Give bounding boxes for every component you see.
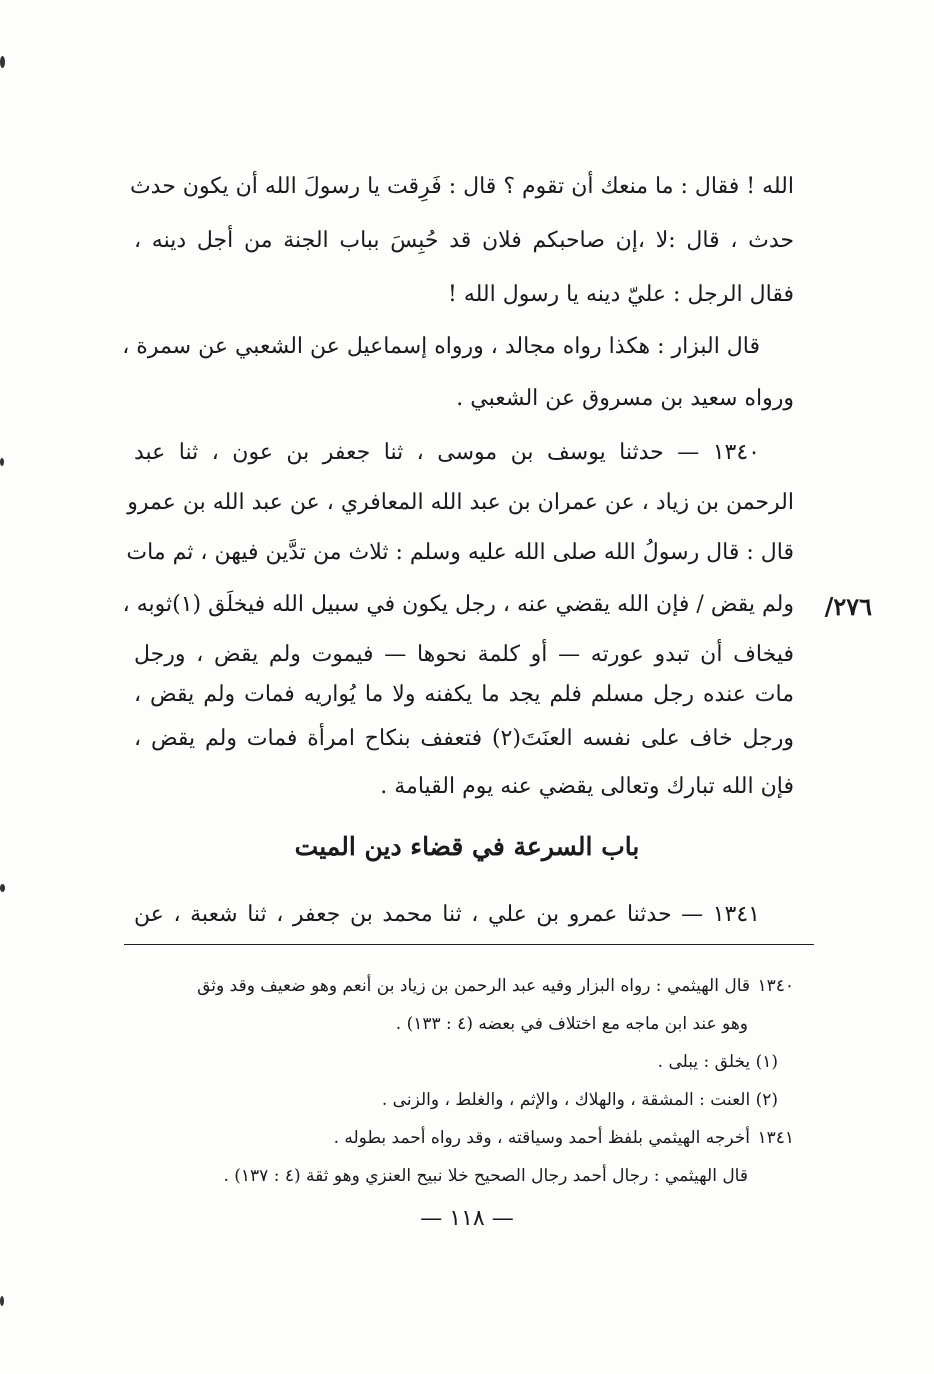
main-text-line: الرحمن بن زياد ، عن عمران بن عبد الله المعافري ، عن عبد الله بن عمرو	[127, 490, 794, 515]
footnote-gloss: (١) يخلق : يبلى .	[657, 1052, 778, 1072]
footnote-text: أخرجه الهيثمي بلفظ أحمد وسياقته ، وقد رواه أحمد بطوله .	[333, 1128, 750, 1148]
footnote-text: قال الهيثمي : رجال أحمد رجال الصحيح خلا نبيح العنزي وهو ثقة (٤ : ١٣٧) .	[223, 1166, 748, 1186]
footnote-text: وهو عند ابن ماجه مع اختلاف في بعضه (٤ : ١٣٣) .	[395, 1014, 748, 1034]
main-text-line: فقال الرجل : عليّ دينه يا رسول الله !	[448, 282, 794, 307]
footnote-divider	[124, 944, 814, 945]
main-text-line: ورجل خاف على نفسه العنَتَ(٢) فتعفف بنكاح امرأة فمات ولم يقض ،	[134, 726, 794, 751]
scan-speck	[0, 1296, 4, 1306]
main-text-line: قال البزار : هكذا رواه مجالد ، ورواه إسماعيل عن الشعبي عن سمرة ،	[122, 334, 760, 359]
chapter-heading: باب السرعة في قضاء دين الميت	[294, 832, 640, 861]
scan-speck	[0, 458, 4, 466]
main-text-line: قال : قال رسولُ الله صلى الله عليه وسلم : ثلاث من تدَّين فيهن ، ثم مات	[126, 540, 794, 565]
main-text-line: فإن الله تبارك وتعالى يقضي عنه يوم القيامة .	[380, 774, 794, 799]
main-text-line: الله ! فقال : ما منعك أن تقوم ؟ قال : فَرِقت يا رسولَ الله أن يكون حدث	[129, 174, 794, 199]
main-text-line: ولم يقض / فإن الله يقضي عنه ، رجل يكون في سبيل الله فيخلَق (١)ثوبه ،	[122, 592, 794, 617]
page-number: — ١١٨ —	[420, 1206, 514, 1231]
footnote-number: ١٣٤٠	[757, 976, 794, 996]
footnote-number: ١٣٤١	[757, 1128, 794, 1148]
main-text-line: فيخاف أن تبدو عورته — أو كلمة نحوها — فيموت ولم يقض ، ورجل	[134, 642, 794, 667]
manuscript-page-marker: ٢٧٦/	[824, 592, 872, 621]
hadith-1341-opening: ١٣٤١ — حدثنا عمرو بن علي ، ثنا محمد بن جعفر ، ثنا شعبة ، عن	[134, 902, 760, 927]
main-text-line: مات عنده رجل مسلم فلم يجد ما يكفنه ولا ما يُواريه فمات ولم يقض ،	[134, 682, 794, 707]
main-text-line: ورواه سعيد بن مسروق عن الشعبي .	[456, 386, 794, 411]
main-text-line: حدث ، قال :لا ،إن صاحبكم فلان قد حُبِسَ بباب الجنة من أجل دينه ،	[134, 228, 794, 253]
scan-speck	[0, 884, 5, 892]
footnote-gloss: (٢) العنت : المشقة ، والهلاك ، والإثم ، والغلط ، والزنى .	[381, 1090, 778, 1110]
hadith-1340-opening: ١٣٤٠ — حدثنا يوسف بن موسى ، ثنا جعفر بن عون ، ثنا عبد	[134, 440, 760, 465]
footnote-text: قال الهيثمي : رواه البزار وفيه عبد الرحمن بن زياد بن أنعم وهو ضعيف وقد وثق	[197, 976, 750, 996]
scan-speck	[0, 56, 5, 68]
